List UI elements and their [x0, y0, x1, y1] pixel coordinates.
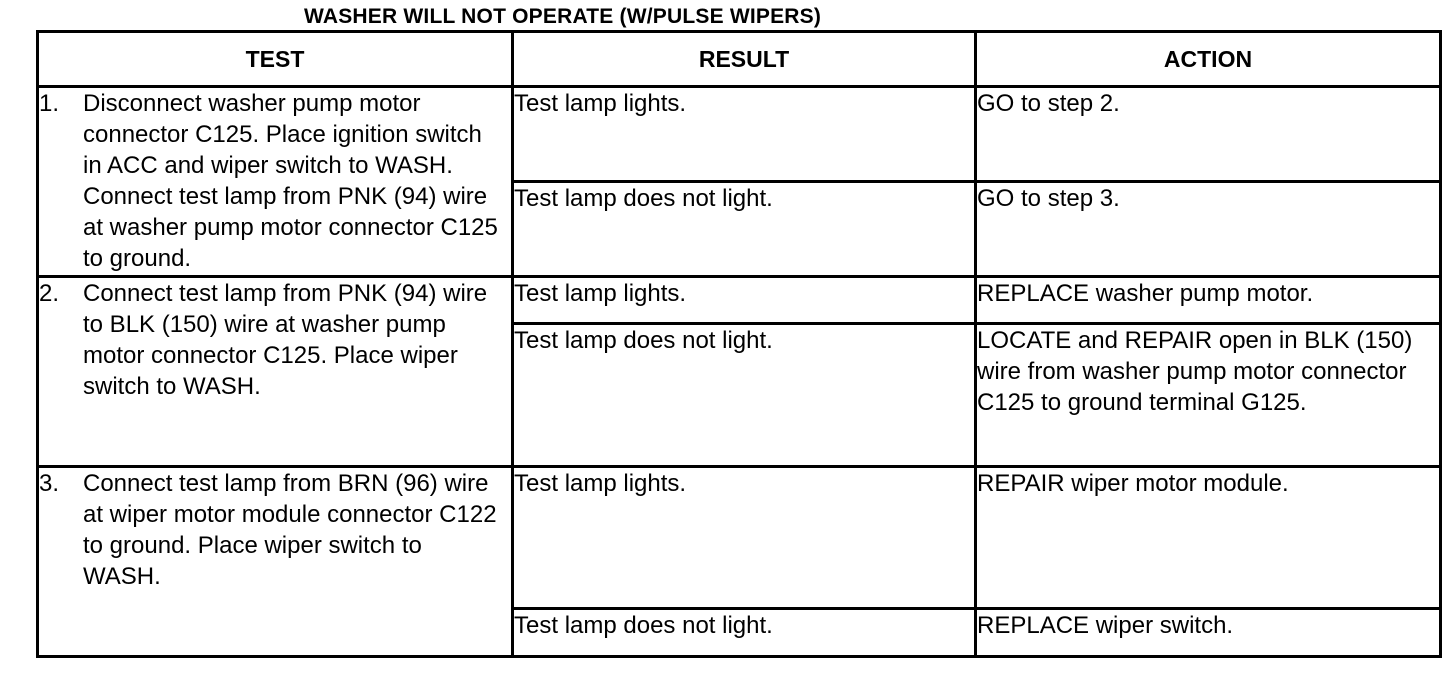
- result-cell: Test lamp does not light.: [513, 323, 976, 466]
- header-action: ACTION: [976, 32, 1441, 87]
- result-cell: Test lamp lights.: [513, 467, 976, 609]
- step-number: 1.: [39, 90, 60, 117]
- header-result: RESULT: [513, 32, 976, 87]
- diagnostic-table: [36, 30, 1442, 658]
- step-number: 2.: [39, 280, 60, 307]
- action-cell: REPLACE wiper switch.: [976, 608, 1441, 656]
- test-cell-step-3: [38, 467, 513, 657]
- header-test: TEST: [38, 32, 513, 87]
- result-cell: Test lamp does not light.: [513, 182, 976, 277]
- test-text: Disconnect washer pump motor connector C125. Place ignition switch in ACC and wiper switch to WASH. Connect test lamp from PNK (94) wire at washer pump motor connector C125 to ground.: [83, 90, 498, 272]
- table-row: [38, 277, 1441, 324]
- result-cell: Test lamp lights.: [513, 277, 976, 324]
- test-cell-step-2: [38, 277, 513, 467]
- action-cell: REPLACE washer pump motor.: [976, 277, 1441, 324]
- action-cell: REPAIR wiper motor module.: [976, 467, 1441, 609]
- test-cell-step-1: [38, 87, 513, 277]
- result-cell: Test lamp lights.: [513, 87, 976, 182]
- table-row: [38, 87, 1441, 182]
- table-row: [38, 467, 1441, 609]
- test-text: Connect test lamp from BRN (96) wire at wiper motor module connector C122 to ground. Place wiper switch to WASH.: [83, 470, 497, 590]
- action-cell: LOCATE and REPAIR open in BLK (150) wire from washer pump motor connector C125 to ground terminal G125.: [976, 323, 1441, 466]
- header-row: [38, 32, 1441, 87]
- step-number: 3.: [39, 470, 60, 497]
- result-cell: Test lamp does not light.: [513, 608, 976, 656]
- test-text: Connect test lamp from PNK (94) wire to BLK (150) wire at washer pump motor connector C125. Place wiper switch to WASH.: [83, 280, 488, 400]
- action-cell: GO to step 2.: [976, 87, 1441, 182]
- table-title: WASHER WILL NOT OPERATE (W/PULSE WIPERS): [304, 5, 822, 28]
- action-cell: GO to step 3.: [976, 182, 1441, 277]
